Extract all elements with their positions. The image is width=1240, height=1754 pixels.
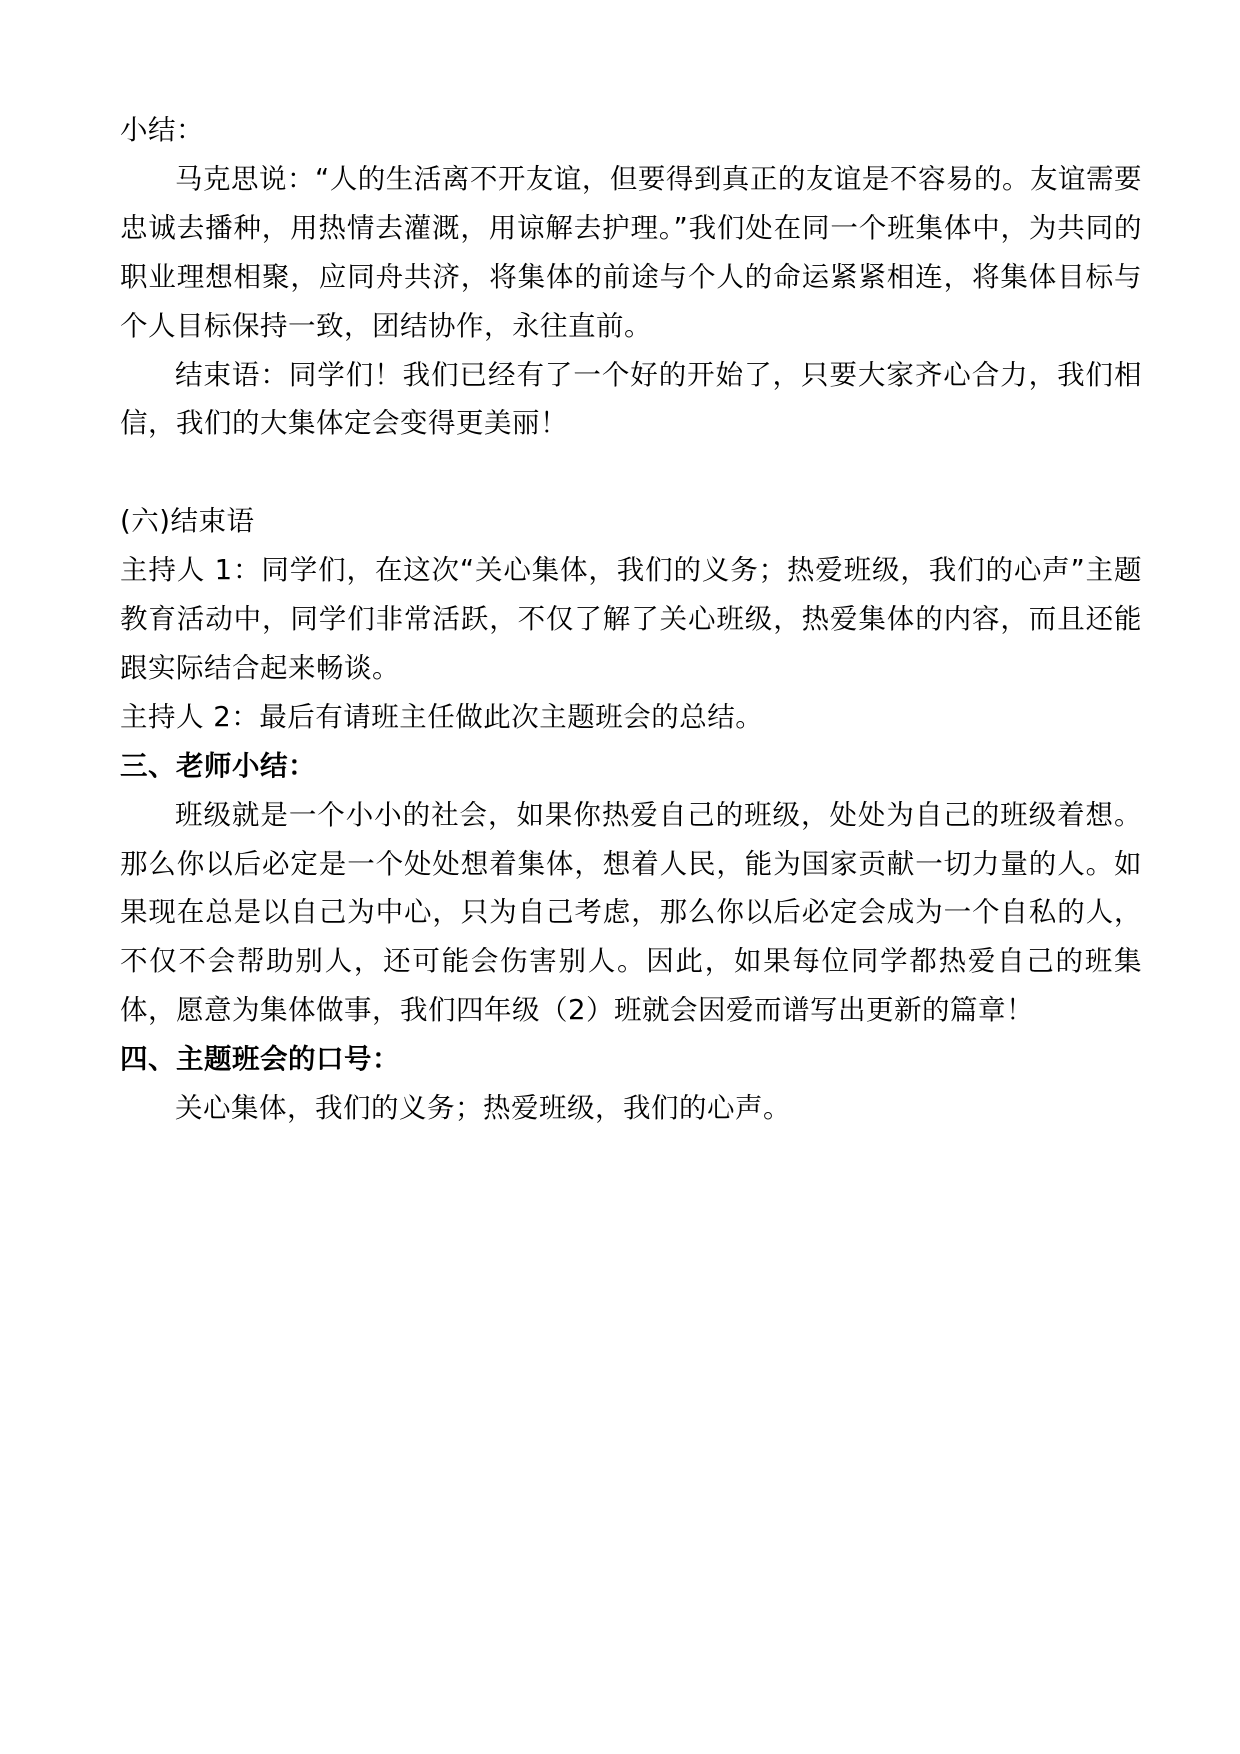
marx-quote-paragraph: 马克思说：“人的生活离不开友谊，但要得到真正的友谊是不容易的。友谊需要忠诚去播种，用热情去灌溉，用谅解去护理。”我们处在同一个班集体中，为共同的职业理想相聚，应同舟共济，将集体的前途与个人的命运紧紧相连，将集体目标与个人目标保持一致，团结协作，永往直前。 bbox=[120, 162, 1142, 342]
slogan-heading: 四、主题班会的口号： bbox=[120, 1043, 400, 1076]
host2-dialogue: 主持人 2：最后有请班主任做此次主题班会的总结。 bbox=[120, 700, 764, 733]
slogan-text: 关心集体，我们的义务；热爱班级，我们的心声。 bbox=[175, 1092, 791, 1125]
teacher-summary-paragraph: 班级就是一个小小的社会，如果你热爱自己的班级，处处为自己的班级着想。那么你以后必定是一个处处想着集体，想着人民，能为国家贡献一切力量的人。如果现在总是以自己为中心，只为自己考虑，那么你以后必定会成为一个自私的人，不仅不会帮助别人，还可能会伤害别人。因此，如果每位同学都热爱自己的班集体，愿意为集体做事，我们四年级（2）班就会因爱而谱写出更新的篇章！ bbox=[120, 798, 1142, 1027]
teacher-summary-heading: 三、老师小结： bbox=[120, 749, 316, 782]
closing-remarks-paragraph: 结束语：同学们！我们已经有了一个好的开始了，只要大家齐心合力，我们相信，我们的大集体定会变得更美丽！ bbox=[120, 358, 1142, 440]
document-content bbox=[120, 106, 1142, 1133]
blank-line bbox=[120, 448, 1142, 497]
summary-label: 小结： bbox=[120, 114, 204, 146]
host1-dialogue: 主持人 1：同学们，在这次“关心集体，我们的义务；热爱班级，我们的心声”主题教育活动中，同学们非常活跃，不仅了解了关心班级，热爱集体的内容，而且还能跟实际结合起来畅谈。 bbox=[120, 554, 1142, 684]
section-six-heading: (六)结束语 bbox=[120, 505, 255, 538]
